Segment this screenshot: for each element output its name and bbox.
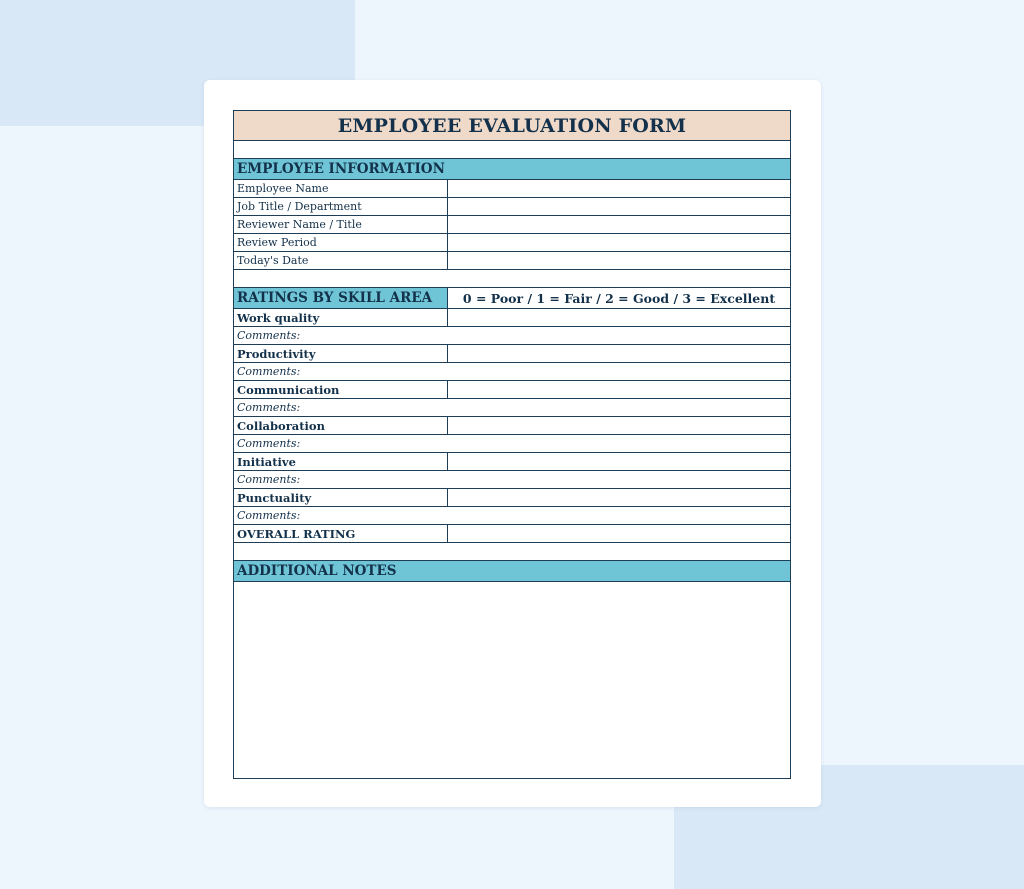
field-label: Review Period [234,234,448,251]
spacer-row [234,141,790,159]
form-title: EMPLOYEE EVALUATION FORM [337,114,687,137]
reviewer-input[interactable] [448,216,790,233]
evaluation-form [233,110,791,779]
punctuality-rating-input[interactable] [448,489,790,506]
comment-row-initiative[interactable] [234,471,790,489]
skill-label: Work quality [234,309,448,326]
comment-label: Comments: [237,401,301,414]
skill-row-punctuality [234,489,790,507]
employee-info-header [234,159,790,180]
skill-row-communication [234,381,790,399]
comment-row-punctuality[interactable] [234,507,790,525]
ratings-heading: RATINGS BY SKILL AREA [234,288,448,308]
todays-date-input[interactable] [448,252,790,269]
field-row-todays-date [234,252,790,270]
skill-row-collaboration [234,417,790,435]
additional-notes-header [234,561,790,582]
additional-notes-heading: ADDITIONAL NOTES [237,563,397,579]
skill-label: Productivity [234,345,448,362]
field-row-review-period [234,234,790,252]
spacer-row [234,543,790,561]
spacer-row [234,270,790,288]
review-period-input[interactable] [448,234,790,251]
job-title-input[interactable] [448,198,790,215]
initiative-rating-input[interactable] [448,453,790,470]
comment-row-work-quality[interactable] [234,327,790,345]
field-label: Today's Date [234,252,448,269]
additional-notes-textarea[interactable] [234,582,790,778]
skill-label: Collaboration [234,417,448,434]
document-card [204,80,821,807]
productivity-rating-input[interactable] [448,345,790,362]
field-label: Job Title / Department [234,198,448,215]
overall-rating-row [234,525,790,543]
comment-label: Comments: [237,509,301,522]
comment-row-collaboration[interactable] [234,435,790,453]
field-row-employee-name [234,180,790,198]
collaboration-rating-input[interactable] [448,417,790,434]
comment-label: Comments: [237,437,301,450]
skill-label: Communication [234,381,448,398]
field-row-reviewer [234,216,790,234]
employee-info-heading: EMPLOYEE INFORMATION [237,161,445,177]
field-label: Employee Name [234,180,448,197]
work-quality-rating-input[interactable] [448,309,790,326]
skill-row-productivity [234,345,790,363]
skill-row-initiative [234,453,790,471]
form-title-row [234,111,790,141]
comment-row-communication[interactable] [234,399,790,417]
field-row-job-title [234,198,790,216]
overall-rating-input[interactable] [448,525,790,542]
comment-label: Comments: [237,365,301,378]
skill-row-work-quality [234,309,790,327]
skill-label: Initiative [234,453,448,470]
comment-row-productivity[interactable] [234,363,790,381]
rating-scale-legend: 0 = Poor / 1 = Fair / 2 = Good / 3 = Excellent [462,290,776,306]
communication-rating-input[interactable] [448,381,790,398]
skill-label: Punctuality [234,489,448,506]
comment-label: Comments: [237,329,301,342]
ratings-header [234,288,790,309]
field-label: Reviewer Name / Title [234,216,448,233]
comment-label: Comments: [237,473,301,486]
overall-rating-label: OVERALL RATING [234,525,448,542]
employee-name-input[interactable] [448,180,790,197]
